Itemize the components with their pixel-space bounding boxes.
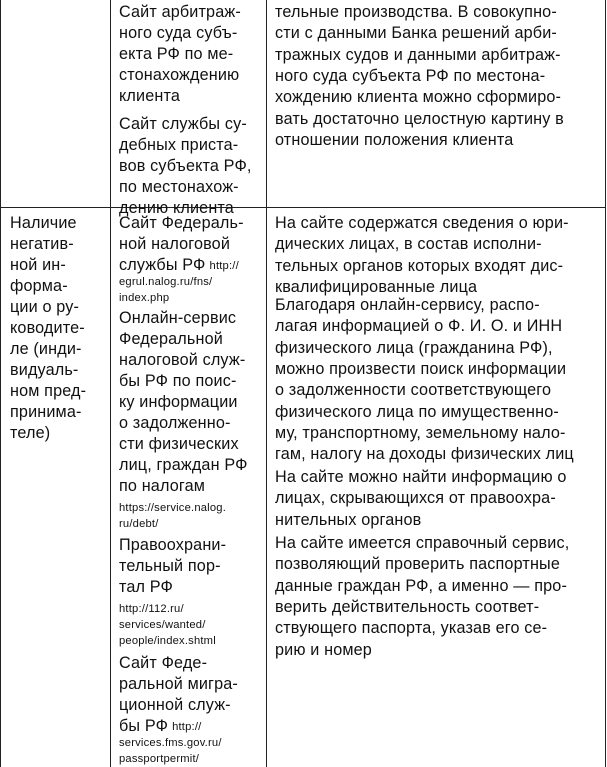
description-text-line: ного суда субъекта РФ по местона- [275, 66, 546, 85]
description-text-line: На сайте имеется справочный сервис, [275, 534, 570, 552]
description-text-line: вать достаточно целостную картину в [275, 109, 564, 128]
description-text-line: тельные производства. В совокупно- [275, 3, 557, 21]
source-name-line: бы РФ [119, 717, 169, 735]
description-text-line: гам, налогу на доходы физических лиц [275, 445, 574, 464]
criterion-text-line: ной ин- [10, 256, 66, 274]
source-name-line: Сайт службы су- [119, 115, 247, 133]
description-text-line: дических лицах, в состав исполни- [275, 235, 542, 254]
source-name-line: Сайт Федераль- [119, 214, 244, 232]
row-divider [0, 207, 606, 208]
source-url-line: http:// [172, 721, 202, 733]
description-text-line: о задолженности соответствующего [275, 381, 552, 400]
description-text-line: отношении положения клиента [275, 130, 514, 149]
source-name-line: ральной мигра- [119, 675, 238, 693]
source-name-line: о задолженно- [119, 414, 231, 432]
source-url-line: egrul.nalog.ru/fns/ [119, 276, 213, 288]
source-url-line: passportpermit/ [119, 753, 200, 765]
description-text-line: физического лица (гражданина РФ), [275, 338, 553, 357]
source-name-line: вов субъекта РФ, [119, 157, 252, 175]
criterion-text-line: видуаль- [10, 361, 79, 379]
source-url-line: ru/debt/ [119, 518, 159, 530]
criterion-text-line: ции о ру- [10, 298, 80, 316]
source-name-line: дебных приста- [119, 136, 239, 154]
source-name-line: стонахождению [119, 66, 240, 84]
description-text-line: На сайте содержатся сведения о юри- [275, 214, 569, 232]
source-name-line: Сайт Феде- [119, 654, 208, 672]
description-text-line: Благодаря онлайн-сервису, распо- [275, 296, 540, 314]
source-url-line: http:// [209, 260, 239, 272]
table-border-right [605, 0, 606, 767]
column-divider-2 [266, 0, 267, 767]
source-name-line: клиента [119, 87, 180, 105]
source-name-line: Правоохрани- [119, 536, 227, 554]
description-text-line: данные граждан РФ, а именно — про- [275, 576, 568, 595]
source-name-line: Онлайн-сервис [119, 309, 237, 327]
source-url-line: index.php [119, 292, 170, 304]
source-name-line: лиц, граждан РФ [119, 456, 248, 474]
description-text-line: рию и номер [275, 640, 372, 659]
source-name-line: службы РФ [119, 256, 206, 274]
criterion-text-line: ководите- [10, 319, 85, 337]
description-text-line: квалифицированные лица [275, 277, 478, 296]
description-text-line: На сайте можно найти информацию о [275, 468, 567, 486]
criterion-text-line: Наличие [10, 214, 77, 232]
criterion-text-line: принима- [10, 403, 82, 421]
description-text-line: тельных органов которых входят дис- [275, 256, 564, 275]
description-text-line: верить действительность соответ- [275, 597, 540, 616]
table-border-left [0, 0, 1, 767]
description-text-line: сти с данными Банка решений арби- [275, 24, 557, 43]
description-text-line: позволяющий проверить паспортные [275, 555, 560, 574]
description-text-line: нительных органов [275, 510, 422, 529]
source-name-line: ку информации [119, 393, 238, 411]
description-text-line: му, транспортному, земельному нало- [275, 423, 566, 442]
source-name-line: Федеральной [119, 330, 223, 348]
source-name-line: тал РФ [119, 578, 173, 596]
description-text-line: ствующего паспорта, указав его се- [275, 619, 548, 638]
criterion-text-line: негатив- [10, 235, 74, 253]
source-name-line: налоговой служ- [119, 351, 246, 369]
criterion-text-line: ном пред- [10, 382, 87, 400]
description-text-line: можно произвести поиск информации [275, 359, 567, 378]
column-divider-1 [110, 0, 111, 767]
source-name-line: бы РФ по поис- [119, 372, 237, 390]
criterion-text-line: ле (инди- [10, 340, 82, 358]
source-name-line: дению клиента [119, 199, 234, 217]
description-text-line: лагая информацией о Ф. И. О. и ИНН [275, 317, 563, 336]
description-text-line: физического лица по имущественно- [275, 402, 559, 421]
source-name-line: ной налоговой [119, 235, 231, 253]
description-text-line: лицах, скрывающихся от правоохра- [275, 489, 556, 508]
source-name-line: тельный пор- [119, 557, 221, 575]
description-text-line: хождению клиента можно сформиро- [275, 88, 562, 107]
source-name-line: екта РФ по ме- [119, 45, 234, 63]
criterion-text-line: форма- [10, 277, 68, 295]
source-url-line: people/index.shtml [119, 635, 216, 647]
source-name-line: ного суда субъ- [119, 24, 238, 42]
description-text-line: тражных судов и данными арбитраж- [275, 45, 561, 64]
source-name-line: ционной служ- [119, 696, 231, 714]
source-name-line: Сайт арбитраж- [119, 3, 241, 21]
source-url-line: services/wanted/ [119, 619, 206, 631]
source-url-line: services.fms.gov.ru/ [119, 737, 222, 749]
source-name-line: сти физических [119, 435, 239, 453]
source-name-line: по налогам [119, 477, 206, 495]
source-url-line: https://service.nalog. [119, 502, 227, 514]
criterion-text-line: теле) [10, 424, 51, 442]
source-name-line: по местонахож- [119, 178, 239, 196]
source-url-line: http://112.ru/ [119, 603, 184, 615]
